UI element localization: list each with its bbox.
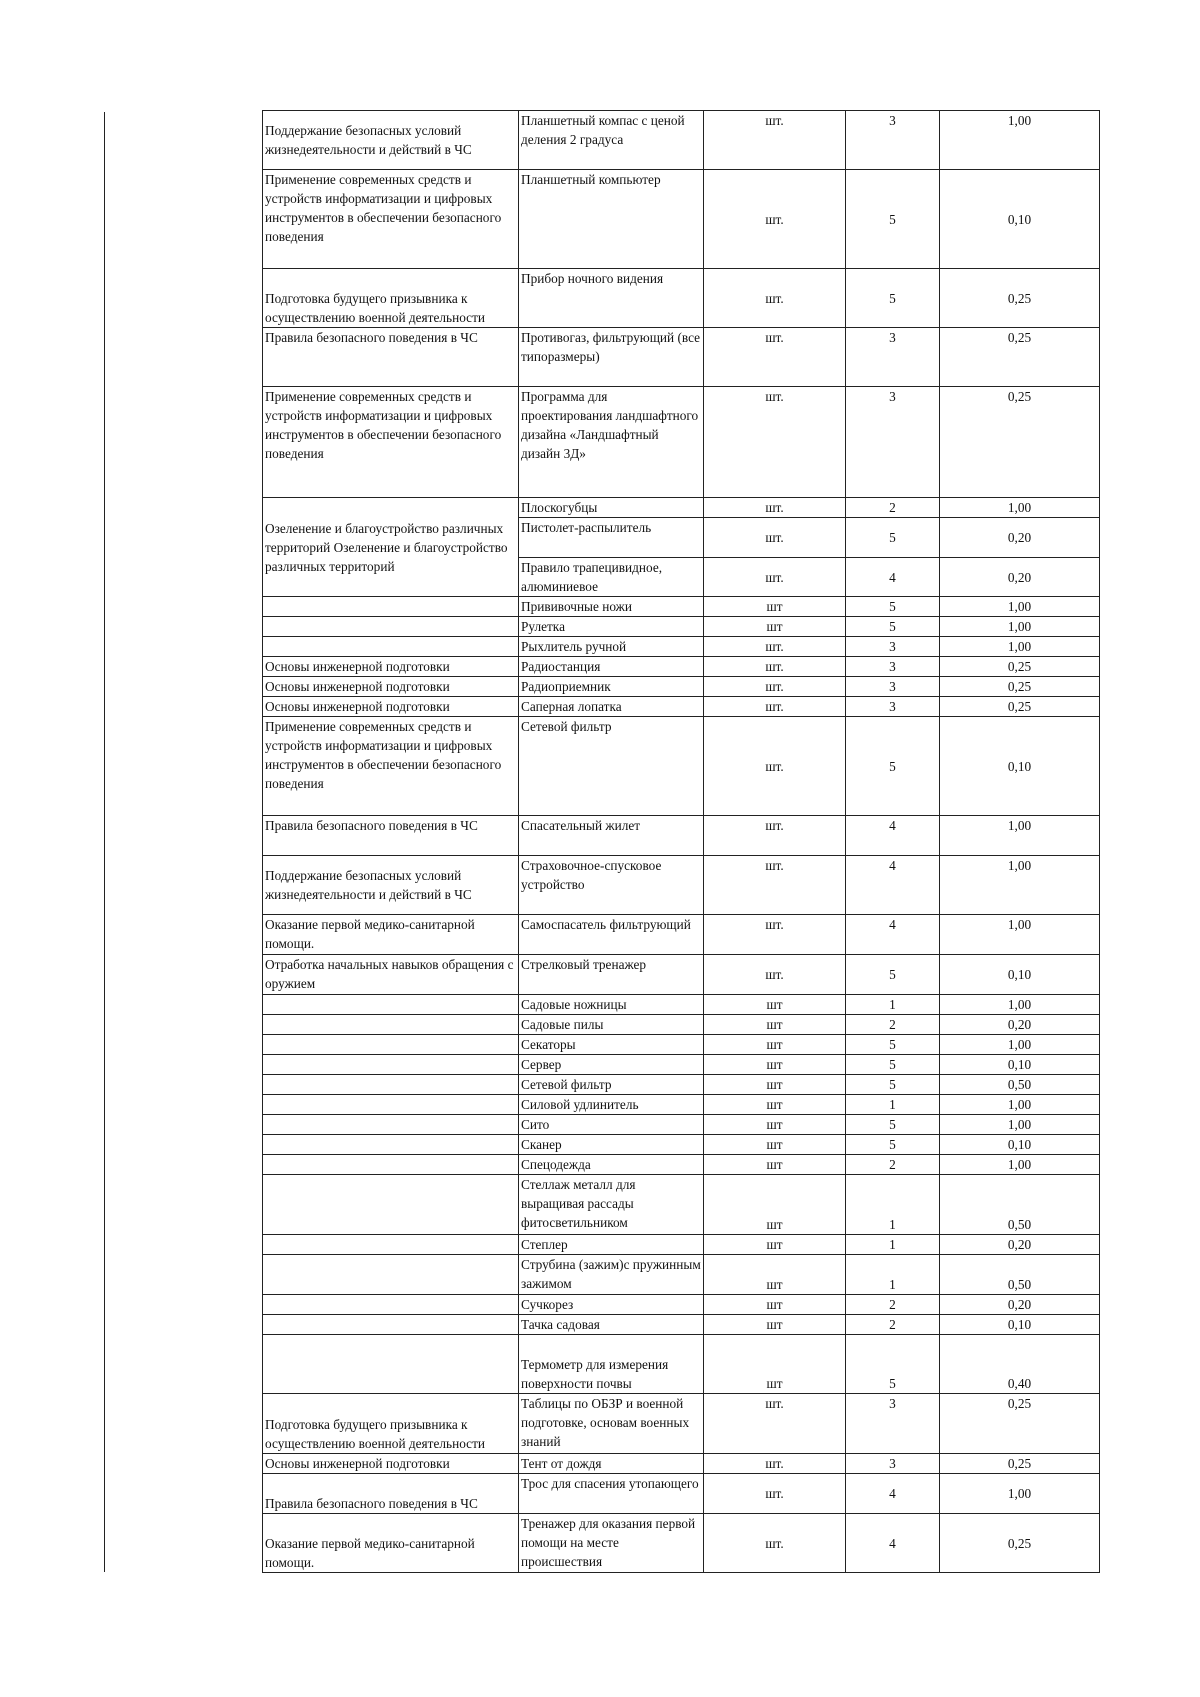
table-row <box>263 1474 1100 1514</box>
norm-cell: 0,10 <box>940 1315 1100 1335</box>
table-row <box>263 1115 1100 1135</box>
norm-cell: 0,25 <box>940 1394 1100 1454</box>
item-name-cell: Стеллаж металл для выращивая рассады фитосветильником <box>519 1175 704 1235</box>
unit-cell: шт <box>704 1155 846 1175</box>
topic-cell <box>263 1015 519 1035</box>
item-name-cell: Трос для спасения утопающего <box>519 1474 704 1514</box>
unit-cell: шт <box>704 1235 846 1255</box>
quantity-cell: 2 <box>846 498 940 518</box>
table-row <box>263 1315 1100 1335</box>
unit-cell: шт. <box>704 657 846 677</box>
topic-cell <box>263 1335 519 1394</box>
norm-cell: 0,20 <box>940 1295 1100 1315</box>
unit-cell: шт. <box>704 498 846 518</box>
item-name-cell: Рыхлитель ручной <box>519 637 704 657</box>
unit-cell: шт <box>704 1095 846 1115</box>
topic-cell <box>263 1315 519 1335</box>
item-name-cell: Противогаз, фильтрующий (все типоразмеры) <box>519 328 704 387</box>
table-row <box>263 498 1100 518</box>
norm-cell: 0,10 <box>940 1135 1100 1155</box>
topic-cell <box>263 1135 519 1155</box>
topic-cell: Оказание первой медико-санитарной помощи. <box>263 1514 519 1573</box>
topic-cell: Подготовка будущего призывника к осуществлению военной деятельности <box>263 269 519 328</box>
unit-cell: шт. <box>704 111 846 170</box>
quantity-cell: 2 <box>846 1015 940 1035</box>
topic-cell: Применение современных средств и устройств информатизации и цифровых инструментов в обеспечении безопасного поведения <box>263 717 519 816</box>
topic-cell: Основы инженерной подготовки <box>263 697 519 717</box>
norm-cell: 0,10 <box>940 170 1100 269</box>
item-name-cell: Планшетный компьютер <box>519 170 704 269</box>
table-row <box>263 856 1100 915</box>
quantity-cell: 5 <box>846 170 940 269</box>
norm-cell: 0,25 <box>940 677 1100 697</box>
table-row <box>263 597 1100 617</box>
unit-cell: шт. <box>704 269 846 328</box>
norm-cell: 1,00 <box>940 816 1100 856</box>
item-name-cell: Сучкорез <box>519 1295 704 1315</box>
norm-cell: 1,00 <box>940 995 1100 1015</box>
quantity-cell: 4 <box>846 816 940 856</box>
table-row <box>263 1454 1100 1474</box>
item-name-cell: Стрелковый тренажер <box>519 955 704 995</box>
item-name-cell: Самоспасатель фильтрующий <box>519 915 704 955</box>
topic-cell: Правила безопасного поведения в ЧС <box>263 816 519 856</box>
quantity-cell: 5 <box>846 1115 940 1135</box>
norm-cell: 0,20 <box>940 1015 1100 1035</box>
table-row <box>263 328 1100 387</box>
quantity-cell: 5 <box>846 1135 940 1155</box>
unit-cell: шт. <box>704 518 846 558</box>
unit-cell: шт <box>704 597 846 617</box>
item-name-cell: Пистолет-распылитель <box>519 518 704 558</box>
quantity-cell: 4 <box>846 856 940 915</box>
quantity-cell: 1 <box>846 1175 940 1235</box>
topic-cell <box>263 1295 519 1315</box>
item-name-cell: Сервер <box>519 1055 704 1075</box>
topic-cell: Основы инженерной подготовки <box>263 1454 519 1474</box>
topic-cell <box>263 1235 519 1255</box>
norm-cell: 1,00 <box>940 617 1100 637</box>
table-row <box>263 170 1100 269</box>
quantity-cell: 2 <box>846 1295 940 1315</box>
item-name-cell: Плоскогубцы <box>519 498 704 518</box>
item-name-cell: Страховочное-спусковое устройство <box>519 856 704 915</box>
table-row <box>263 677 1100 697</box>
table-row <box>263 955 1100 995</box>
norm-cell: 1,00 <box>940 915 1100 955</box>
unit-cell: шт <box>704 617 846 637</box>
equipment-table-body <box>263 111 1100 1573</box>
topic-cell <box>263 597 519 617</box>
unit-cell: шт <box>704 1075 846 1095</box>
table-row <box>263 1055 1100 1075</box>
quantity-cell: 3 <box>846 111 940 170</box>
table-row <box>263 1175 1100 1235</box>
unit-cell: шт. <box>704 170 846 269</box>
unit-cell: шт <box>704 1175 846 1235</box>
table-row <box>263 717 1100 816</box>
item-name-cell: Саперная лопатка <box>519 697 704 717</box>
unit-cell: шт <box>704 1335 846 1394</box>
item-name-cell: Степлер <box>519 1235 704 1255</box>
topic-cell: Поддержание безопасных условий жизнедеятельности и действий в ЧС <box>263 111 519 170</box>
quantity-cell: 3 <box>846 328 940 387</box>
item-name-cell: Таблицы по ОБЗР и военной подготовке, основам военных знаний <box>519 1394 704 1454</box>
table-row <box>263 816 1100 856</box>
quantity-cell: 4 <box>846 558 940 597</box>
unit-cell: шт. <box>704 697 846 717</box>
table-row <box>263 1295 1100 1315</box>
table-row <box>263 915 1100 955</box>
item-name-cell: Планшетный компас с ценой деления 2 градуса <box>519 111 704 170</box>
quantity-cell: 5 <box>846 518 940 558</box>
topic-cell <box>263 1095 519 1115</box>
quantity-cell: 5 <box>846 1055 940 1075</box>
equipment-table <box>262 110 1100 1573</box>
quantity-cell: 4 <box>846 1514 940 1573</box>
table-row <box>263 1075 1100 1095</box>
item-name-cell: Тачка садовая <box>519 1315 704 1335</box>
item-name-cell: Тент от дождя <box>519 1454 704 1474</box>
unit-cell: шт. <box>704 677 846 697</box>
unit-cell: шт. <box>704 1514 846 1573</box>
unit-cell: шт <box>704 1255 846 1295</box>
topic-cell <box>263 1255 519 1295</box>
topic-cell: Правила безопасного поведения в ЧС <box>263 328 519 387</box>
topic-cell <box>263 1075 519 1095</box>
item-name-cell: Рулетка <box>519 617 704 637</box>
table-row <box>263 1394 1100 1454</box>
table-row <box>263 1514 1100 1573</box>
unit-cell: шт. <box>704 1454 846 1474</box>
table-row <box>263 995 1100 1015</box>
quantity-cell: 5 <box>846 955 940 995</box>
norm-cell: 1,00 <box>940 111 1100 170</box>
topic-cell: Подготовка будущего призывника к осуществлению военной деятельности <box>263 1394 519 1454</box>
topic-cell: Основы инженерной подготовки <box>263 657 519 677</box>
item-name-cell: Секаторы <box>519 1035 704 1055</box>
quantity-cell: 5 <box>846 617 940 637</box>
norm-cell: 0,25 <box>940 387 1100 498</box>
norm-cell: 0,10 <box>940 717 1100 816</box>
item-name-cell: Садовые ножницы <box>519 995 704 1015</box>
norm-cell: 1,00 <box>940 856 1100 915</box>
norm-cell: 0,20 <box>940 1235 1100 1255</box>
quantity-cell: 3 <box>846 677 940 697</box>
topic-cell: Поддержание безопасных условий жизнедеятельности и действий в ЧС <box>263 856 519 915</box>
topic-cell: Применение современных средств и устройств информатизации и цифровых инструментов в обеспечении безопасного поведения <box>263 170 519 269</box>
item-name-cell: Термометр для измерения поверхности почвы <box>519 1335 704 1394</box>
topic-cell <box>263 1115 519 1135</box>
table-row <box>263 269 1100 328</box>
item-name-cell: Силовой удлинитель <box>519 1095 704 1115</box>
unit-cell: шт <box>704 1315 846 1335</box>
unit-cell: шт. <box>704 1474 846 1514</box>
quantity-cell: 5 <box>846 1075 940 1095</box>
topic-cell: Оказание первой медико-санитарной помощи. <box>263 915 519 955</box>
topic-cell <box>263 637 519 657</box>
norm-cell: 1,00 <box>940 1155 1100 1175</box>
table-row <box>263 1095 1100 1115</box>
norm-cell: 1,00 <box>940 498 1100 518</box>
unit-cell: шт. <box>704 328 846 387</box>
quantity-cell: 1 <box>846 995 940 1015</box>
quantity-cell: 4 <box>846 915 940 955</box>
quantity-cell: 3 <box>846 1454 940 1474</box>
topic-cell <box>263 1155 519 1175</box>
norm-cell: 0,20 <box>940 558 1100 597</box>
unit-cell: шт. <box>704 955 846 995</box>
item-name-cell: Сито <box>519 1115 704 1135</box>
unit-cell: шт <box>704 1115 846 1135</box>
norm-cell: 0,25 <box>940 1514 1100 1573</box>
table-row <box>263 1235 1100 1255</box>
item-name-cell: Сетевой фильтр <box>519 1075 704 1095</box>
table-row <box>263 1255 1100 1295</box>
quantity-cell: 2 <box>846 1315 940 1335</box>
quantity-cell: 3 <box>846 637 940 657</box>
item-name-cell: Струбина (зажим)с пружинным зажимом <box>519 1255 704 1295</box>
item-name-cell: Прибор ночного видения <box>519 269 704 328</box>
item-name-cell: Правило трапецивидное, алюминиевое <box>519 558 704 597</box>
topic-cell <box>263 1035 519 1055</box>
topic-cell <box>263 1055 519 1075</box>
quantity-cell: 3 <box>846 697 940 717</box>
unit-cell: шт <box>704 1015 846 1035</box>
table-row <box>263 637 1100 657</box>
norm-cell: 0,10 <box>940 1055 1100 1075</box>
item-name-cell: Радиостанция <box>519 657 704 677</box>
table-row <box>263 387 1100 498</box>
item-name-cell: Радиоприемник <box>519 677 704 697</box>
quantity-cell: 2 <box>846 1155 940 1175</box>
quantity-cell: 3 <box>846 657 940 677</box>
norm-cell: 0,25 <box>940 328 1100 387</box>
norm-cell: 1,00 <box>940 637 1100 657</box>
quantity-cell: 1 <box>846 1095 940 1115</box>
table-row <box>263 1135 1100 1155</box>
topic-cell <box>263 995 519 1015</box>
unit-cell: шт. <box>704 915 846 955</box>
item-name-cell: Тренажер для оказания первой помощи на месте происшествия <box>519 1514 704 1573</box>
quantity-cell: 5 <box>846 1035 940 1055</box>
norm-cell: 1,00 <box>940 1035 1100 1055</box>
norm-cell: 0,25 <box>940 657 1100 677</box>
item-name-cell: Сетевой фильтр <box>519 717 704 816</box>
norm-cell: 1,00 <box>940 1095 1100 1115</box>
unit-cell: шт <box>704 1135 846 1155</box>
quantity-cell: 5 <box>846 717 940 816</box>
item-name-cell: Программа для проектирования ландшафтного дизайна «Ландшафтный дизайн 3Д» <box>519 387 704 498</box>
quantity-cell: 3 <box>846 1394 940 1454</box>
norm-cell: 0,50 <box>940 1075 1100 1095</box>
quantity-cell: 5 <box>846 1335 940 1394</box>
norm-cell: 0,40 <box>940 1335 1100 1394</box>
table-row <box>263 697 1100 717</box>
norm-cell: 0,50 <box>940 1255 1100 1295</box>
unit-cell: шт. <box>704 816 846 856</box>
quantity-cell: 4 <box>846 1474 940 1514</box>
topic-cell: Озеленение и благоустройство различных территорий Озеленение и благоустройство различных территорий <box>263 498 519 597</box>
item-name-cell: Прививочные ножи <box>519 597 704 617</box>
norm-cell: 0,25 <box>940 269 1100 328</box>
unit-cell: шт <box>704 1055 846 1075</box>
table-row <box>263 1015 1100 1035</box>
unit-cell: шт <box>704 995 846 1015</box>
norm-cell: 0,20 <box>940 518 1100 558</box>
norm-cell: 0,25 <box>940 697 1100 717</box>
norm-cell: 0,50 <box>940 1175 1100 1235</box>
left-margin-rule <box>104 112 105 1572</box>
norm-cell: 0,25 <box>940 1454 1100 1474</box>
topic-cell: Правила безопасного поведения в ЧС <box>263 1474 519 1514</box>
unit-cell: шт <box>704 1295 846 1315</box>
topic-cell <box>263 1175 519 1235</box>
quantity-cell: 1 <box>846 1235 940 1255</box>
norm-cell: 0,10 <box>940 955 1100 995</box>
unit-cell: шт. <box>704 717 846 816</box>
unit-cell: шт. <box>704 1394 846 1454</box>
table-row <box>263 1155 1100 1175</box>
item-name-cell: Садовые пилы <box>519 1015 704 1035</box>
table-row <box>263 657 1100 677</box>
unit-cell: шт. <box>704 856 846 915</box>
quantity-cell: 3 <box>846 387 940 498</box>
quantity-cell: 5 <box>846 597 940 617</box>
quantity-cell: 1 <box>846 1255 940 1295</box>
unit-cell: шт. <box>704 558 846 597</box>
item-name-cell: Спасательный жилет <box>519 816 704 856</box>
topic-cell: Отработка начальных навыков обращения с оружием <box>263 955 519 995</box>
quantity-cell: 5 <box>846 269 940 328</box>
unit-cell: шт <box>704 1035 846 1055</box>
topic-cell: Основы инженерной подготовки <box>263 677 519 697</box>
unit-cell: шт. <box>704 637 846 657</box>
topic-cell <box>263 617 519 637</box>
table-row <box>263 1335 1100 1394</box>
table-row <box>263 111 1100 170</box>
topic-cell: Применение современных средств и устройств информатизации и цифровых инструментов в обеспечении безопасного поведения <box>263 387 519 498</box>
item-name-cell: Сканер <box>519 1135 704 1155</box>
norm-cell: 1,00 <box>940 1115 1100 1135</box>
norm-cell: 1,00 <box>940 1474 1100 1514</box>
item-name-cell: Спецодежда <box>519 1155 704 1175</box>
table-row <box>263 617 1100 637</box>
unit-cell: шт. <box>704 387 846 498</box>
table-row <box>263 1035 1100 1055</box>
norm-cell: 1,00 <box>940 597 1100 617</box>
